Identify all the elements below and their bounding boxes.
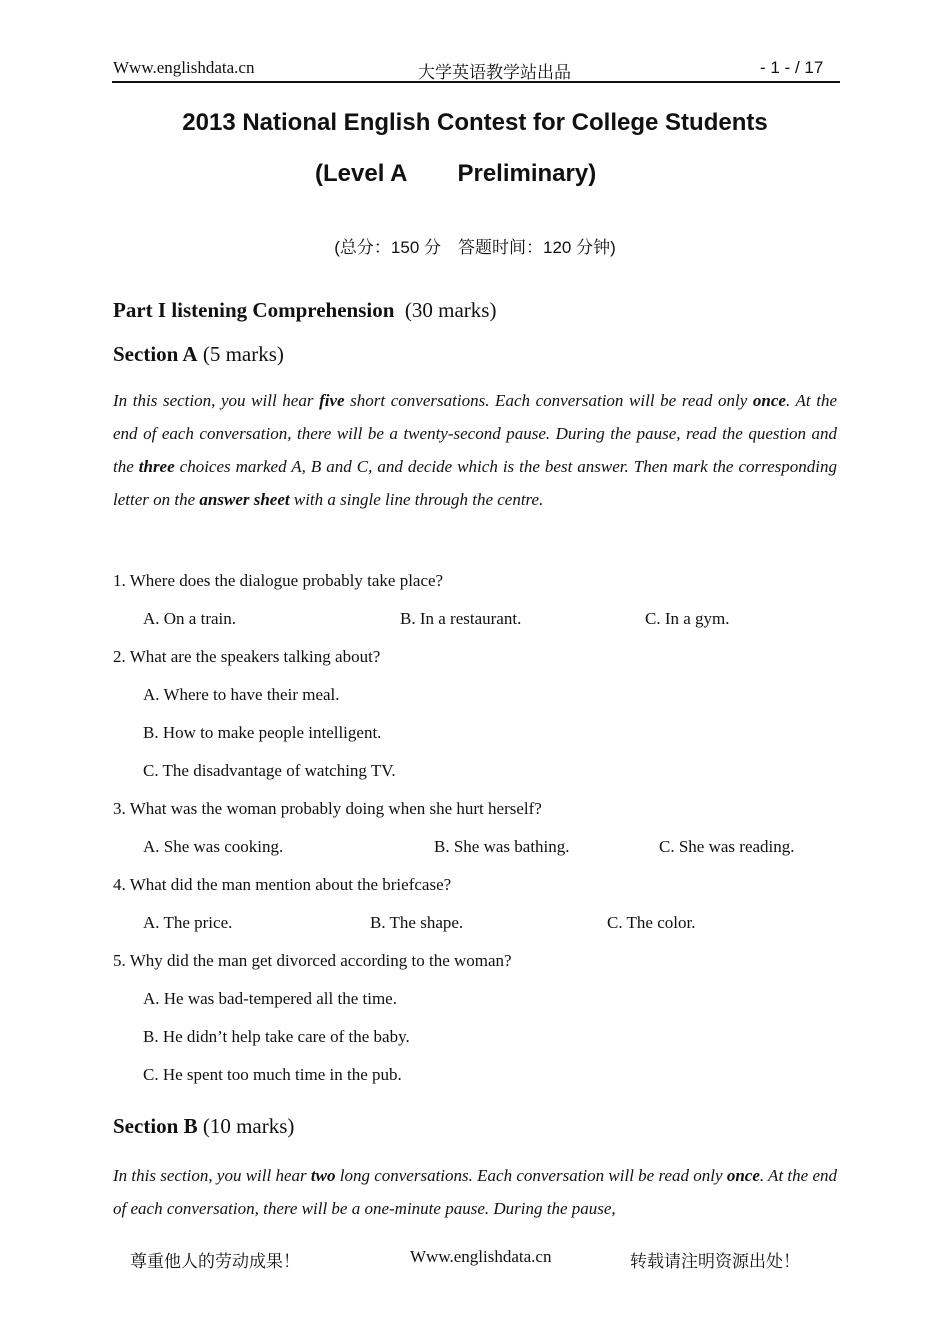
- instr-b-3: once: [726, 1166, 760, 1185]
- part1-title: Part I listening Comprehension: [113, 298, 395, 322]
- question-5: 5. Why did the man get divorced according to the woman?: [113, 951, 512, 970]
- section-b-heading: [113, 1114, 294, 1139]
- section-b-marks: (10 marks): [202, 1114, 295, 1138]
- instr-a-1: five: [319, 391, 345, 410]
- footer-right: 转载请注明资源出处！: [630, 1252, 800, 1271]
- part1-marks: (30 marks): [404, 298, 497, 322]
- instr-a-4: . At the end of each conversation, there will be a twenty-second pause. During the pause, read the question and the: [113, 391, 837, 476]
- title-stage: Preliminary): [457, 160, 597, 187]
- header-center: 大学英语教学站出品: [418, 63, 571, 82]
- q1-option-c: C. In a gym.: [645, 609, 730, 628]
- instr-b-1: two: [310, 1166, 336, 1185]
- question-3: 3. What was the woman probably doing when she hurt herself?: [113, 799, 542, 818]
- part1-heading: [113, 298, 496, 323]
- q2-option-c: C. The disadvantage of watching TV.: [143, 761, 396, 780]
- instr-a-8: with a single line through the centre.: [289, 490, 544, 509]
- instr-a-3: once: [752, 391, 786, 410]
- question-2: 2. What are the speakers talking about?: [113, 647, 381, 666]
- q3-option-b: B. She was bathing.: [434, 837, 570, 856]
- q4-option-a: A. The price.: [143, 913, 233, 932]
- instr-a-6: choices marked A, B and C, and decide which is the best answer. Then mark the corresponding letter on the: [113, 457, 837, 509]
- section-b-instructions: [113, 1159, 837, 1225]
- q3-option-c: C. She was reading.: [659, 837, 795, 856]
- instr-a-2: short conversations. Each conversation will be read only: [344, 391, 753, 410]
- title-level: (Level A: [315, 160, 408, 187]
- q5-option-b: B. He didn’t help take care of the baby.: [143, 1027, 410, 1046]
- q5-option-c: C. He spent too much time in the pub.: [143, 1065, 402, 1084]
- document-subtitle: [315, 160, 596, 188]
- q2-option-b: B. How to make people intelligent.: [143, 723, 382, 742]
- header-rule: [112, 81, 840, 83]
- section-a-instructions: [113, 384, 837, 516]
- instr-b-0: In this section, you will hear: [113, 1166, 311, 1185]
- q3-option-a: A. She was cooking.: [143, 837, 284, 856]
- document-title: 2013 National English Contest for College Students: [182, 109, 768, 136]
- q4-option-c: C. The color.: [607, 913, 696, 932]
- instr-a-7: answer sheet: [199, 490, 290, 509]
- header-page-number: - 1 - / 17: [760, 58, 824, 77]
- section-a-title: Section A: [113, 342, 198, 366]
- score-time-info: (总分：150 分 答题时间：120 分钟): [334, 238, 616, 257]
- footer-center: Www.englishdata.cn: [410, 1247, 552, 1266]
- question-1: 1. Where does the dialogue probably take place?: [113, 571, 444, 590]
- instr-a-0: In this section, you will hear: [113, 391, 320, 410]
- section-b-title: Section B: [113, 1114, 198, 1138]
- section-a-heading: [113, 342, 284, 367]
- section-a-marks: (5 marks): [202, 342, 284, 366]
- footer-left: 尊重他人的劳动成果！: [130, 1252, 300, 1271]
- instr-b-2: long conversations. Each conversation will be read only: [335, 1166, 727, 1185]
- instr-a-5: three: [138, 457, 175, 476]
- question-4: 4. What did the man mention about the briefcase?: [113, 875, 452, 894]
- q1-option-b: B. In a restaurant.: [400, 609, 522, 628]
- q5-option-a: A. He was bad-tempered all the time.: [143, 989, 397, 1008]
- header-site: Www.englishdata.cn: [113, 58, 255, 77]
- q4-option-b: B. The shape.: [370, 913, 464, 932]
- instr-b-4: . At the end of each conversation, there will be a one-minute pause. During the pause,: [113, 1166, 838, 1218]
- q2-option-a: A. Where to have their meal.: [143, 685, 340, 704]
- q1-option-a: A. On a train.: [143, 609, 237, 628]
